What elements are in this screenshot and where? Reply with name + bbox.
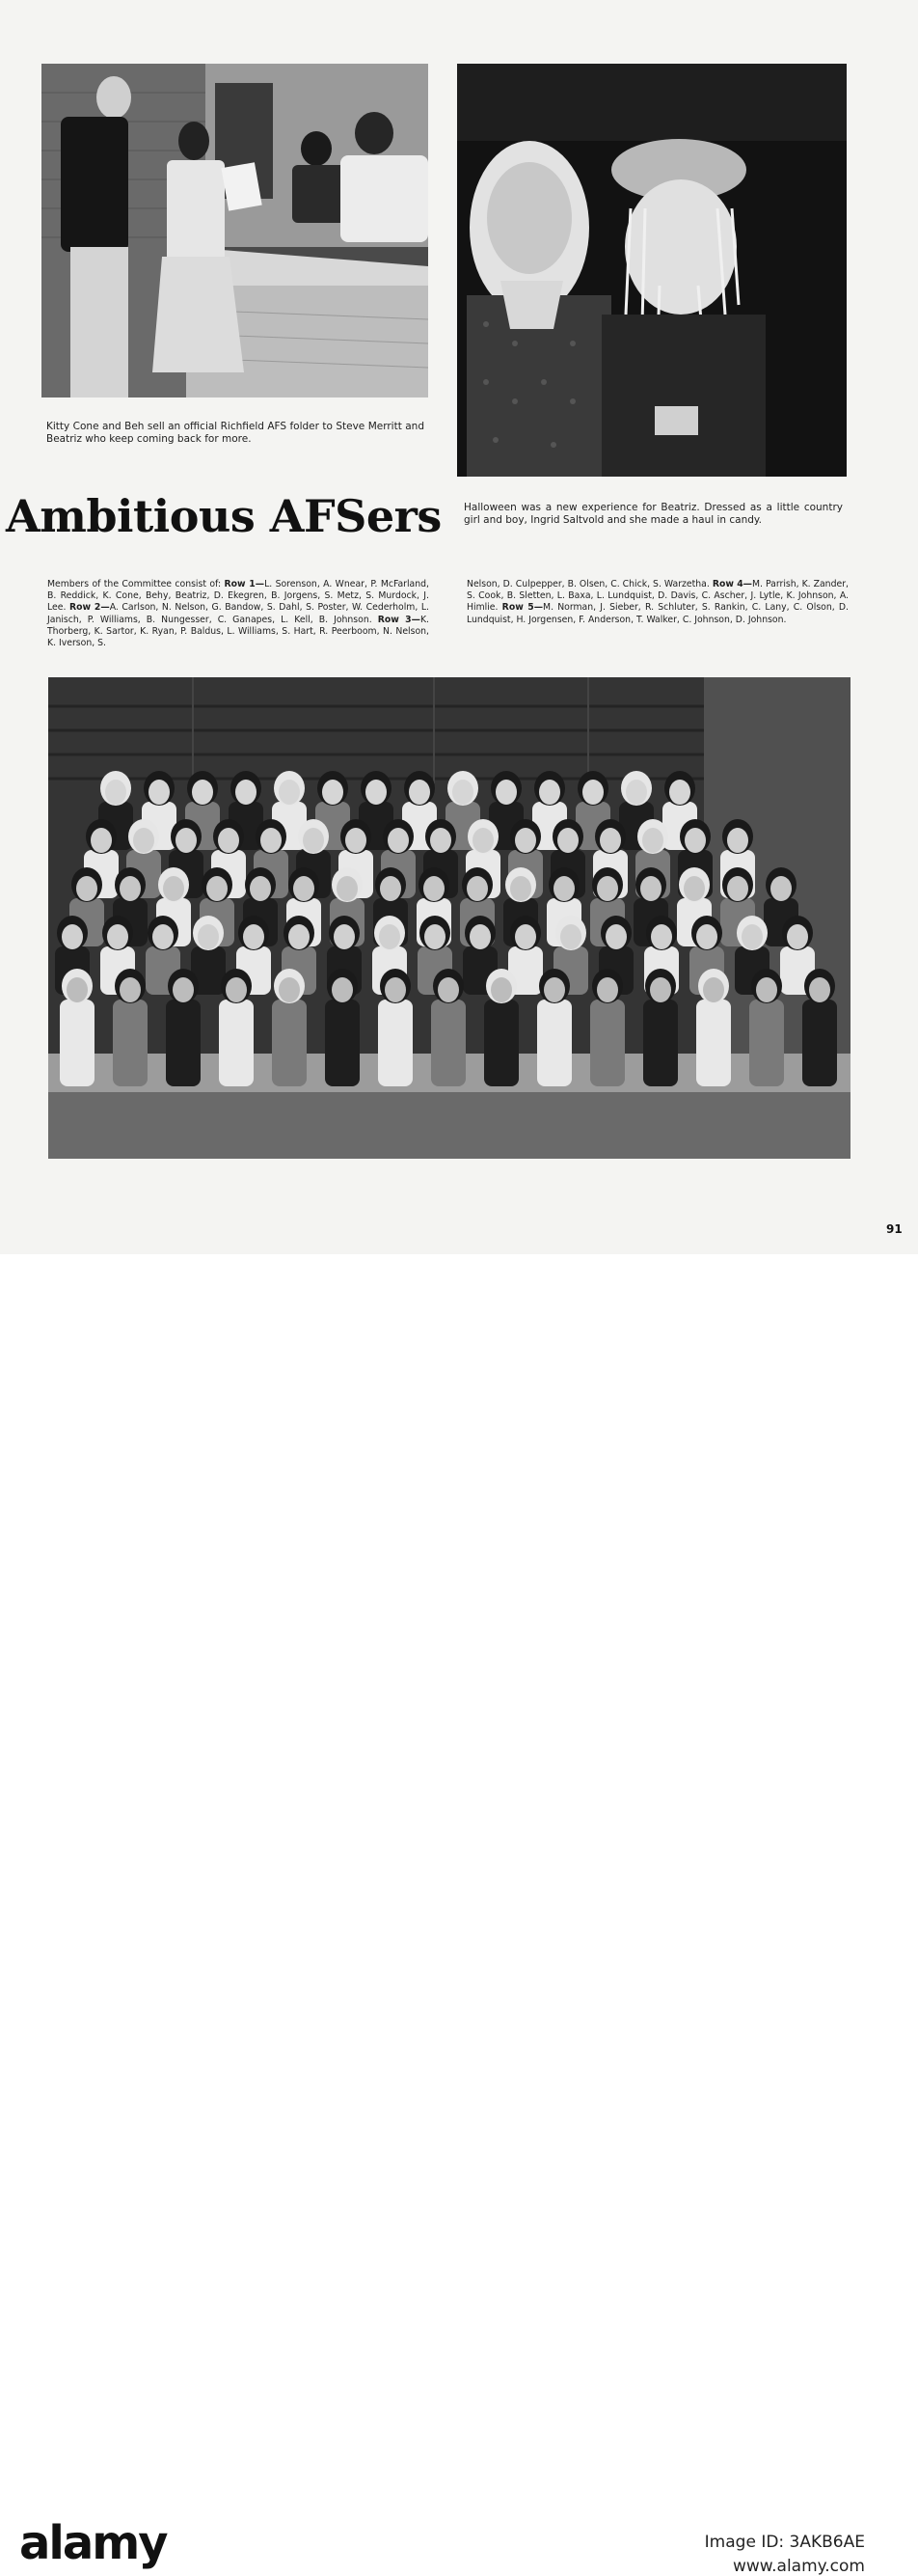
roster-row-names: L. Sorenson, A. Wnear, P. McFarland, B. Reddick, K. Cone, Behy, Beatriz, D. Ekegren, B. Jorgens, S. Metz, S. Murdock, J. Lee. [47, 579, 429, 614]
roster-row-label: Row 1— [224, 579, 265, 589]
alamy-logo: alamy [19, 2516, 167, 2570]
roster-row-names: Nelson, D. Culpepper, B. Olsen, C. Chick, S. Warzetha. [467, 579, 710, 589]
roster-row-names: M. Parrish, K. Zander, S. Cook, B. Sletten, L. Baxa, L. Lundquist, D. Davis, C. Ascher, J. Lytle, K. Johnson, A. Himlie. [467, 579, 849, 614]
watermark-footer [0, 1254, 918, 2576]
roster-intro: Members of the Committee consist of: [47, 579, 222, 589]
source-url: www.alamy.com [732, 2557, 865, 2576]
page-headline: Ambitious AFSers [6, 490, 442, 542]
office-photo-caption: Kitty Cone and Beh sell an official Richfield AFS folder to Steve Merritt and Beatriz who keep coming back for more. [46, 421, 424, 445]
roster-row-names: A. Carlson, N. Nelson, G. Bandow, S. Dahl, S. Poster, W. Cederholm, L. Janisch, P. Williams, B. Nungesser, C. Ganapes, L. Kell, B. Johnson. [47, 602, 429, 625]
image-id: Image ID: 3AKB6AE [704, 2533, 865, 2552]
roster-right-column [467, 579, 849, 626]
roster-row-label: Row 5— [501, 602, 544, 614]
roster-left-column [47, 579, 429, 649]
yearbook-page [0, 0, 918, 1254]
group-photo [48, 677, 850, 1159]
roster-row-label: Row 4— [712, 579, 752, 589]
office-photo [41, 64, 428, 397]
page-number: 91 [886, 1222, 903, 1236]
roster-row-names: K. Thorberg, K. Sartor, K. Ryan, P. Baldus, L. Williams, S. Hart, R. Peerboom, N. Nelson, K. Iverson, S. [47, 614, 430, 649]
roster-row-names: M. Norman, J. Sieber, R. Schluter, S. Rankin, C. Lany, C. Olson, D. Lundquist, H. Jorgensen, F. Anderson, T. Walker, C. Johnson, D. Johnson. [467, 602, 850, 625]
halloween-photo [457, 64, 847, 477]
roster-row-label: Row 3— [377, 614, 420, 625]
halloween-photo-caption: Halloween was a new experience for Beatriz. Dressed as a little country girl and boy, Ingrid Saltvold and she made a haul in candy. [464, 502, 843, 526]
roster-row-label: Row 2— [68, 602, 110, 614]
